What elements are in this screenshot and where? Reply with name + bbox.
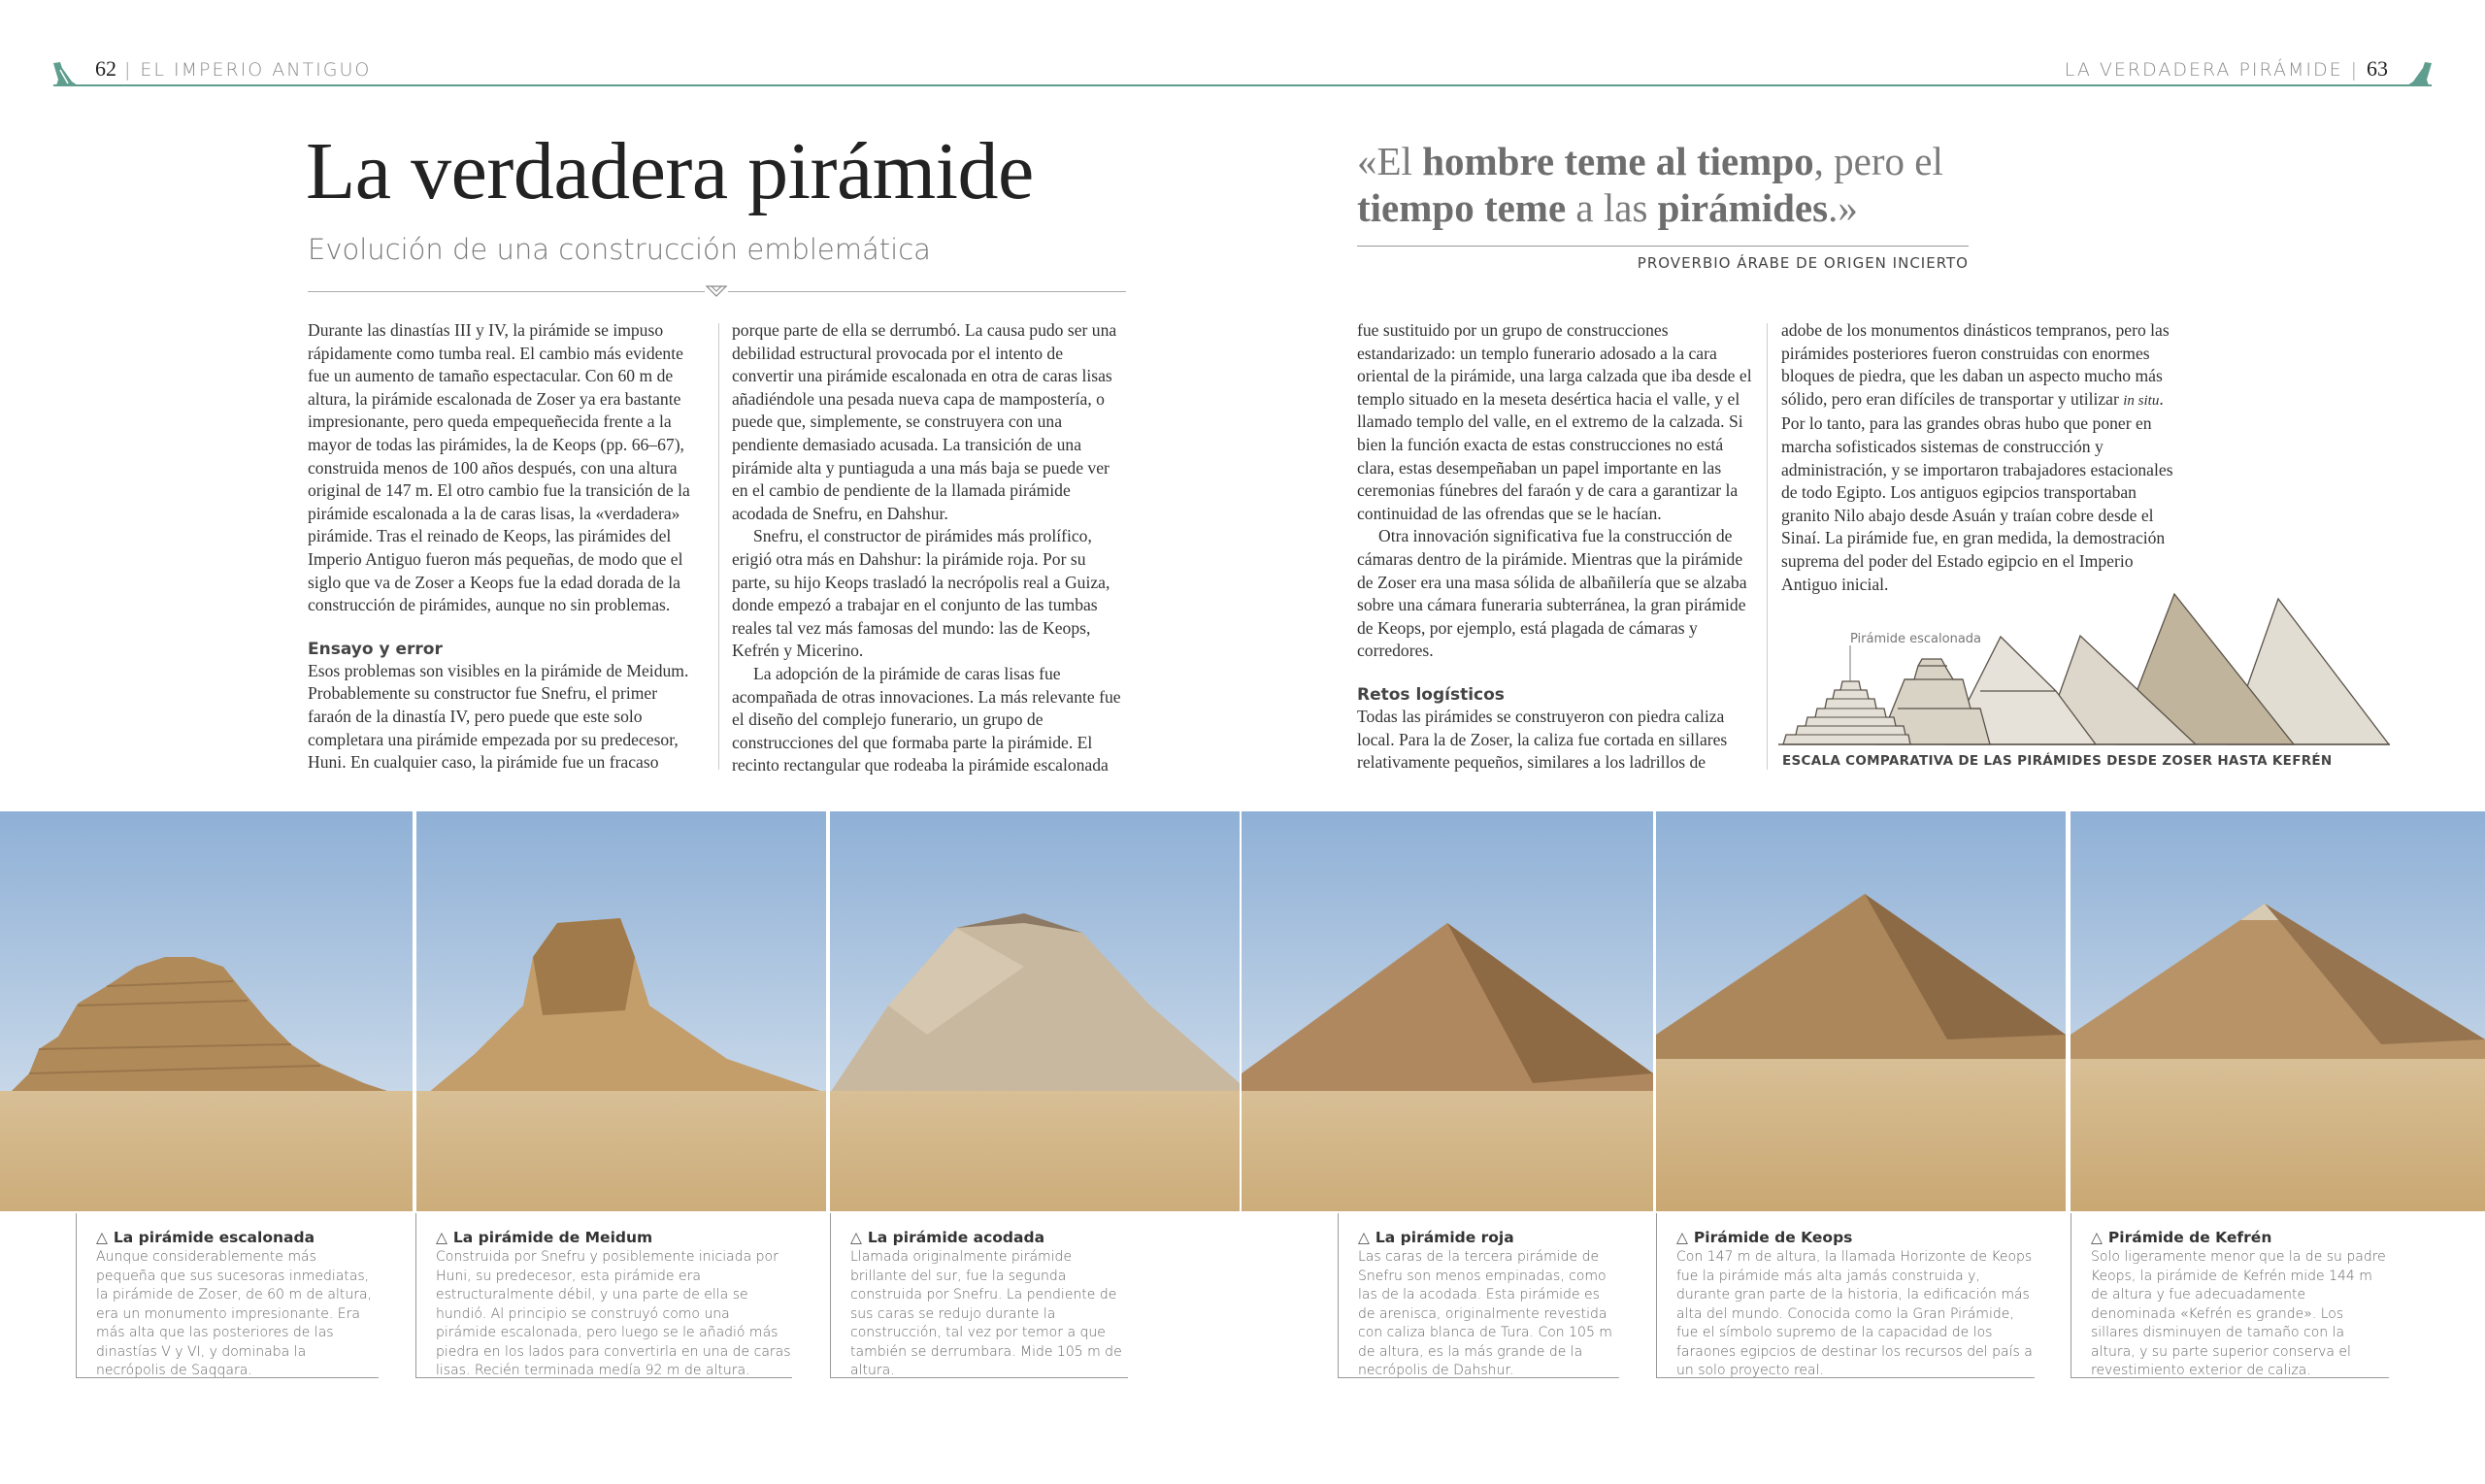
caption-title-text: La pirámide de Meidum	[452, 1229, 653, 1246]
header-rule	[53, 84, 2432, 86]
paragraph: Durante las dinastías III y IV, la pirámide se impuso rápidamente como tumba real. El cambio más evidente fue un aumento de tamaño espectacular. Con 60 m de altura, la pirámide escalonada de Zoser ya era bastante impresionante, pero queda empequeñecida frente a la mayor de todas las pirámides, la de Keops (pp. 66–67), construida menos de 100 años después, con una altura original de 147 m. El otro cambio fue la transición de la pirámide escalonada a la de caras lisas, la «verdadera» pirámide. Tras el reinado de Keops, las pirámides del Imperio Antiguo fueron más pequeñas, de modo que el siglo que va de Zoser a Keops fue la edad dorada de la construcción de pirámides, aunque no sin problemas.	[308, 320, 690, 615]
body-column-4	[1781, 319, 2179, 596]
photo-caption	[1656, 1213, 2035, 1378]
caption-text: Las caras de la tercera pirámide de Snefru son menos empinadas, como las de la acodada. Esta pirámide es de arenisca, originalmente revestida con caliza blanca de Tura. Con 105 m de altura, es la más grande de la necrópolis de Dahshur.	[1358, 1249, 1612, 1378]
caption-title-text: La pirámide acodada	[867, 1229, 1045, 1246]
pyramid-photo	[0, 811, 413, 1211]
caption-title-text: La pirámide escalonada	[113, 1229, 315, 1246]
photo-caption	[76, 1213, 379, 1378]
page-number-right: 63	[2367, 56, 2388, 81]
diagram-label: Pirámide escalonada	[1850, 632, 1982, 646]
body-column-1	[308, 319, 704, 775]
pyramid-scale-diagram	[1776, 582, 2398, 752]
triangle-up-icon: △	[2091, 1229, 2103, 1246]
triangle-up-icon: △	[96, 1229, 108, 1246]
running-header-left	[95, 56, 371, 82]
paragraph: Snefru, el constructor de pirámides más prolífico, erigió otra más en Dahshur: la pirámide roja. Por su parte, su hijo Keops trasladó la necrópolis real a Guiza, donde empezó a trabajar en el conjunto de las tumbas reales tal vez más famosas del mundo: las de Keops, Kefrén y Micerino.	[732, 526, 1110, 661]
quote-text: .»	[1828, 185, 1858, 230]
ibis-bird-icon	[50, 60, 80, 87]
caption-text: Construida por Snefru y posiblemente iniciada por Huni, su predecesor, esta pirámide era estructuralmente débil, y una parte de ella se hundió. Al principio se construyó como una pirámide escalonada, pero luego se le añadió más piedra en los lados para convertirla en una de caras lisas. Recién terminada medía 92 m de altura.	[436, 1249, 791, 1378]
column-divider	[1767, 323, 1768, 770]
paragraph: La adopción de la pirámide de caras lisas fue acompañada de otras innovaciones. La más relevante fue el diseño del complejo funerario, un grupo de construcciones del que formaba parte la pirámide. El recinto rectangular que rodeaba la pirámide escalonada	[732, 663, 1121, 775]
quote-text: a las	[1566, 185, 1658, 230]
caption-title	[1358, 1229, 1619, 1246]
quote-text: «El	[1357, 139, 1423, 183]
paragraph: Otra innovación significativa fue la construcción de cámaras dentro de la pirámide. Mientras que la pirámide de Zoser era una masa sólida de albañilería que se alzaba sobre una cámara funeraria subterránea, la gran pirámide de Keops, por ejemplo, está plagada de cámaras y corredores.	[1357, 526, 1747, 661]
quote-rule	[1357, 246, 1969, 247]
pyramid-photo	[830, 811, 1240, 1211]
caption-title	[850, 1229, 1128, 1246]
italic-text: in situ	[2123, 392, 2160, 409]
section-heading: Ensayo y error	[308, 639, 443, 659]
caption-title-text: Pirámide de Keops	[1693, 1229, 1853, 1246]
photo-caption	[2071, 1213, 2389, 1378]
paragraph: porque parte de ella se derrumbó. La causa pudo ser una debilidad estructural provocada por el intento de convertir una pirámide escalonada en otra de caras lisas añadiéndole una pesada nueva capa de mampostería, o puede que, simplemente, se construyera con una pendiente demasiado acusada. La transición de una pirámide alta y puntiaguda a una más baja se puede ver en el cambio de pendiente de la llamada pirámide acodada de Snefru, en Dahshur.	[732, 320, 1117, 523]
caption-text: Con 147 m de altura, la llamada Horizonte de Keops fue la pirámide más alta jamás construida y, durante gran parte de la historia, la edificación más alta del mundo. Conocida como la Gran Pirámide, fue el símbolo supremo de la capacidad de los faraones egipcios de destinar los recursos del país a un solo proyecto real.	[1676, 1249, 2033, 1378]
page-subtitle: Evolución de una construcción emblemática	[308, 233, 931, 266]
quote-emphasis: pirámides	[1657, 185, 1829, 230]
pyramid-photo	[416, 811, 826, 1211]
quote-text: , pero el	[1813, 139, 1943, 183]
body-column-2	[732, 319, 1128, 777]
pull-quote	[1357, 138, 1978, 231]
body-column-3	[1357, 319, 1753, 775]
pyramid-photo	[2071, 811, 2485, 1211]
triangle-up-icon: △	[436, 1229, 447, 1246]
ibis-bird-icon	[2405, 60, 2435, 87]
running-header-right	[2065, 56, 2388, 82]
caption-text: Aunque considerablemente más pequeña que sus sucesoras inmediatas, la pirámide de Zoser, de 60 m de altura, era un monumento impresionante. Era más alta que las posteriores de las dinastías V y VI, y dominaba la necrópolis de Saqqara.	[96, 1249, 373, 1378]
caption-title	[2091, 1229, 2389, 1246]
diagram-caption: ESCALA COMPARATIVA DE LAS PIRÁMIDES DESDE ZOSER HASTA KEFRÉN	[1782, 753, 2333, 769]
caption-title	[1676, 1229, 2035, 1246]
column-divider	[718, 323, 719, 770]
section-heading: Retos logísticos	[1357, 684, 1505, 705]
caption-title-text: La pirámide roja	[1375, 1229, 1514, 1246]
paragraph	[1781, 319, 2179, 596]
text: . Por lo tanto, para las grandes obras hubo que poner en marcha sofisticados sistemas de construcción y administración, y se importaron trabajadores estacionales de todo Egipto. Los antiguos egipcios transportaban granito Nilo abajo desde Asuán y traían cobre desde el Sinaí. La pirámide fue, en gran medida, la demostración suprema del poder del Estado egipcio en el Imperio Antiguo inicial.	[1781, 388, 2173, 594]
paragraph: Todas las pirámides se construyeron con piedra caliza local. Para la de Zoser, la caliza fue cortada en sillares relativamente pequeños, similares a los ladrillos de	[1357, 706, 1728, 773]
pyramid-photo	[1656, 811, 2066, 1211]
caption-text: Llamada originalmente pirámide brillante del sur, fue la segunda construida por Snefru. La pendiente de sus caras se redujo durante la construcción, tal vez por temor a que también se derrumbara. Mide 105 m de altura.	[850, 1249, 1122, 1378]
quote-emphasis: hombre teme al tiempo	[1422, 139, 1814, 183]
diamond-ornament-icon	[705, 282, 728, 300]
page-number-left: 62	[95, 56, 116, 81]
section-title-right: LA VERDADERA PIRÁMIDE	[2064, 59, 2343, 81]
section-title-left: EL IMPERIO ANTIGUO	[140, 59, 372, 81]
photo-caption	[1338, 1213, 1619, 1378]
photo-caption	[415, 1213, 792, 1378]
page-title: La verdadera pirámide	[306, 126, 1034, 216]
text: adobe de los monumentos dinásticos tempranos, pero las pirámides posteriores fueron construidas con enormes bloques de piedra, que les daban un aspecto mucho más sólido, pero eran difíciles de transportar y utilizar	[1781, 320, 2170, 409]
triangle-up-icon: △	[1358, 1229, 1370, 1246]
separator: |	[124, 59, 133, 81]
triangle-up-icon: △	[1676, 1229, 1688, 1246]
paragraph: fue sustituido por un grupo de construcciones estandarizado: un templo funerario adosado a la cara oriental de la pirámide, una larga calzada que iba desde el templo situado en la meseta desértica hacia el valle, y el llamado templo del valle, en el extremo de la calzada. Si bien la función exacta de estas construcciones no está clara, estas desempeñaban un papel importante en las ceremonias fúnebres del faraón y de cara a garantizar la continuidad de las ofrendas que se le hacían.	[1357, 320, 1752, 523]
caption-text: Solo ligeramente menor que la de su padre Keops, la pirámide de Kefrén mide 144 m de altura y fue adecuadamente denominada «Kefrén es grande». Los sillares disminuyen de tamaño con la altura, y su parte superior conserva el revestimiento exterior de caliza.	[2091, 1249, 2386, 1378]
separator: |	[2350, 59, 2359, 81]
pyramid-photo	[1242, 811, 1653, 1211]
quote-attribution: PROVERBIO ÁRABE DE ORIGEN INCIERTO	[1637, 254, 1969, 272]
caption-title	[96, 1229, 379, 1246]
triangle-up-icon: △	[850, 1229, 862, 1246]
caption-title	[436, 1229, 792, 1246]
photo-caption	[830, 1213, 1128, 1378]
paragraph: Esos problemas son visibles en la pirámide de Meidum. Probablemente su constructor fue Snefru, el primer faraón de la dinastía IV, pero puede que este solo completara una pirámide empezada por su predecesor, Huni. En cualquier caso, la pirámide fue un fracaso	[308, 660, 689, 773]
quote-emphasis: tiempo teme	[1357, 185, 1567, 230]
caption-title-text: Pirámide de Kefrén	[2107, 1229, 2272, 1246]
